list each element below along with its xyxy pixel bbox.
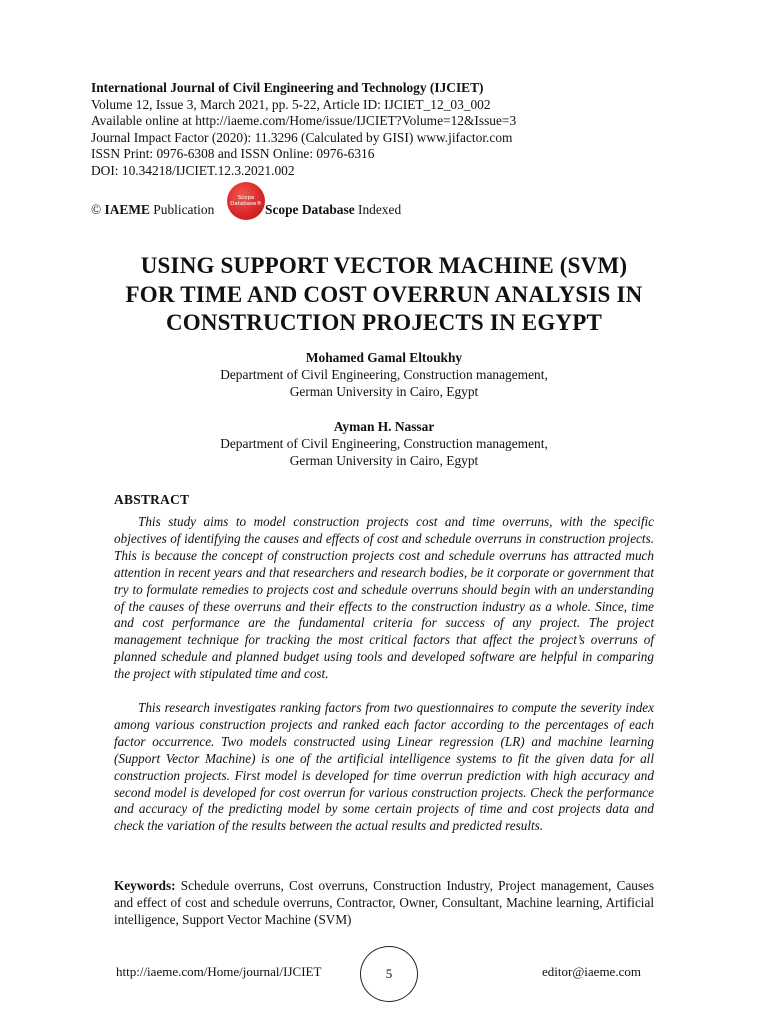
- publisher-name: IAEME: [104, 202, 150, 217]
- page-footer: [0, 946, 768, 1002]
- affiliation-line-2: German University in Cairo, Egypt: [289, 453, 479, 468]
- copyright-symbol: ©: [91, 202, 102, 217]
- title-line-3: CONSTRUCTION PROJECTS IN EGYPT: [165, 310, 603, 335]
- publication-row: [91, 195, 591, 220]
- abstract-paragraph-1: This study aims to model construction projects cost and time overruns, with the specific objectives of identifying the causes and effects of cost and schedule overruns in construction projects. This is because the concept of construction projects cost and schedule overruns has attracted much attention in recent years and that researchers and research bodies, be it corporate or government that try to formulate remedies to projects cost and schedule overruns should begin with an understanding of the causes of these overruns and their effects to the construction industry as a whole. Since, time and cost performance are the fundamental criteria for success of any project. The project management technique for tracking the most critical factors that affect the project’s overruns of planned schedule and planned budget using tools and developed software are helpful in comparing the project with stipulated time and cost.: [114, 514, 654, 682]
- footer-url[interactable]: http://iaeme.com/Home/journal/IJCIET: [116, 964, 322, 979]
- author-name: Mohamed Gamal Eltoukhy: [305, 350, 463, 365]
- affiliation-line-2: German University in Cairo, Egypt: [289, 384, 479, 399]
- scope-database-logo: [227, 182, 265, 220]
- indexed-word: Indexed: [358, 202, 402, 217]
- doi-line: DOI: 10.34218/IJCIET.12.3.2021.002: [91, 162, 295, 178]
- logo-line-1: Scope: [237, 195, 255, 201]
- abstract-paragraph-2: This research investigates ranking factors from two questionnaires to compute the severity index among various construction projects and ranked each factor according to the percentages of each factor occurrence. Two models constructed using Linear regression (LR) and machine learning (Support Vector Machine) is one of the artificial intelligence systems to fit the given data for all construction projects. First model is developed for time overrun prediction with high accuracy and second model is developed for cost overrun for various construction projects. Check the performance and accuracy of the predicting model by some certain projects of time and cost projects data and check the variation of the results between the actual results and predicted results.: [114, 700, 654, 834]
- volume-line: Volume 12, Issue 3, March 2021, pp. 5-22, Article ID: IJCIET_12_03_002: [91, 96, 491, 112]
- logo-line-2: Database®: [230, 201, 262, 207]
- page-number: 5: [360, 946, 418, 1002]
- affiliation-line-1: Department of Civil Engineering, Construction management,: [220, 436, 548, 451]
- footer-email[interactable]: editor@iaeme.com: [542, 964, 641, 979]
- keywords: [114, 877, 654, 928]
- keywords-text: Schedule overruns, Cost overruns, Construction Industry, Project management, Causes and effect of cost and schedule overruns, Contractor, Owner, Consultant, Machine learning, Artificial intelligence, Support Vector Machine (SVM): [114, 878, 655, 927]
- publication-word: Publication: [153, 202, 215, 217]
- author-block-1: [80, 349, 688, 400]
- scope-indexed: [265, 202, 401, 218]
- keywords-label: Keywords:: [114, 878, 176, 893]
- issn-line: ISSN Print: 0976-6308 and ISSN Online: 0976-6316: [91, 146, 375, 162]
- journal-header: [91, 80, 691, 180]
- affiliation-line-1: Department of Civil Engineering, Construction management,: [220, 367, 548, 382]
- available-online-line: Available online at http://iaeme.com/Home/issue/IJCIET?Volume=12&Issue=3: [91, 113, 517, 129]
- paper-title: [60, 252, 708, 338]
- journal-title: International Journal of Civil Engineering and Technology (IJCIET): [91, 80, 484, 95]
- abstract-heading: ABSTRACT: [114, 492, 190, 507]
- author-name: Ayman H. Nassar: [333, 419, 435, 434]
- title-line-1: USING SUPPORT VECTOR MACHINE (SVM): [140, 253, 628, 278]
- author-block-2: [80, 418, 688, 469]
- publisher-credit: [91, 202, 214, 218]
- scope-database-label: Scope Database: [265, 202, 355, 217]
- title-line-2: FOR TIME AND COST OVERRUN ANALYSIS IN: [125, 281, 643, 307]
- impact-factor-line: Journal Impact Factor (2020): 11.3296 (Calculated by GISI) www.jifactor.com: [91, 129, 513, 145]
